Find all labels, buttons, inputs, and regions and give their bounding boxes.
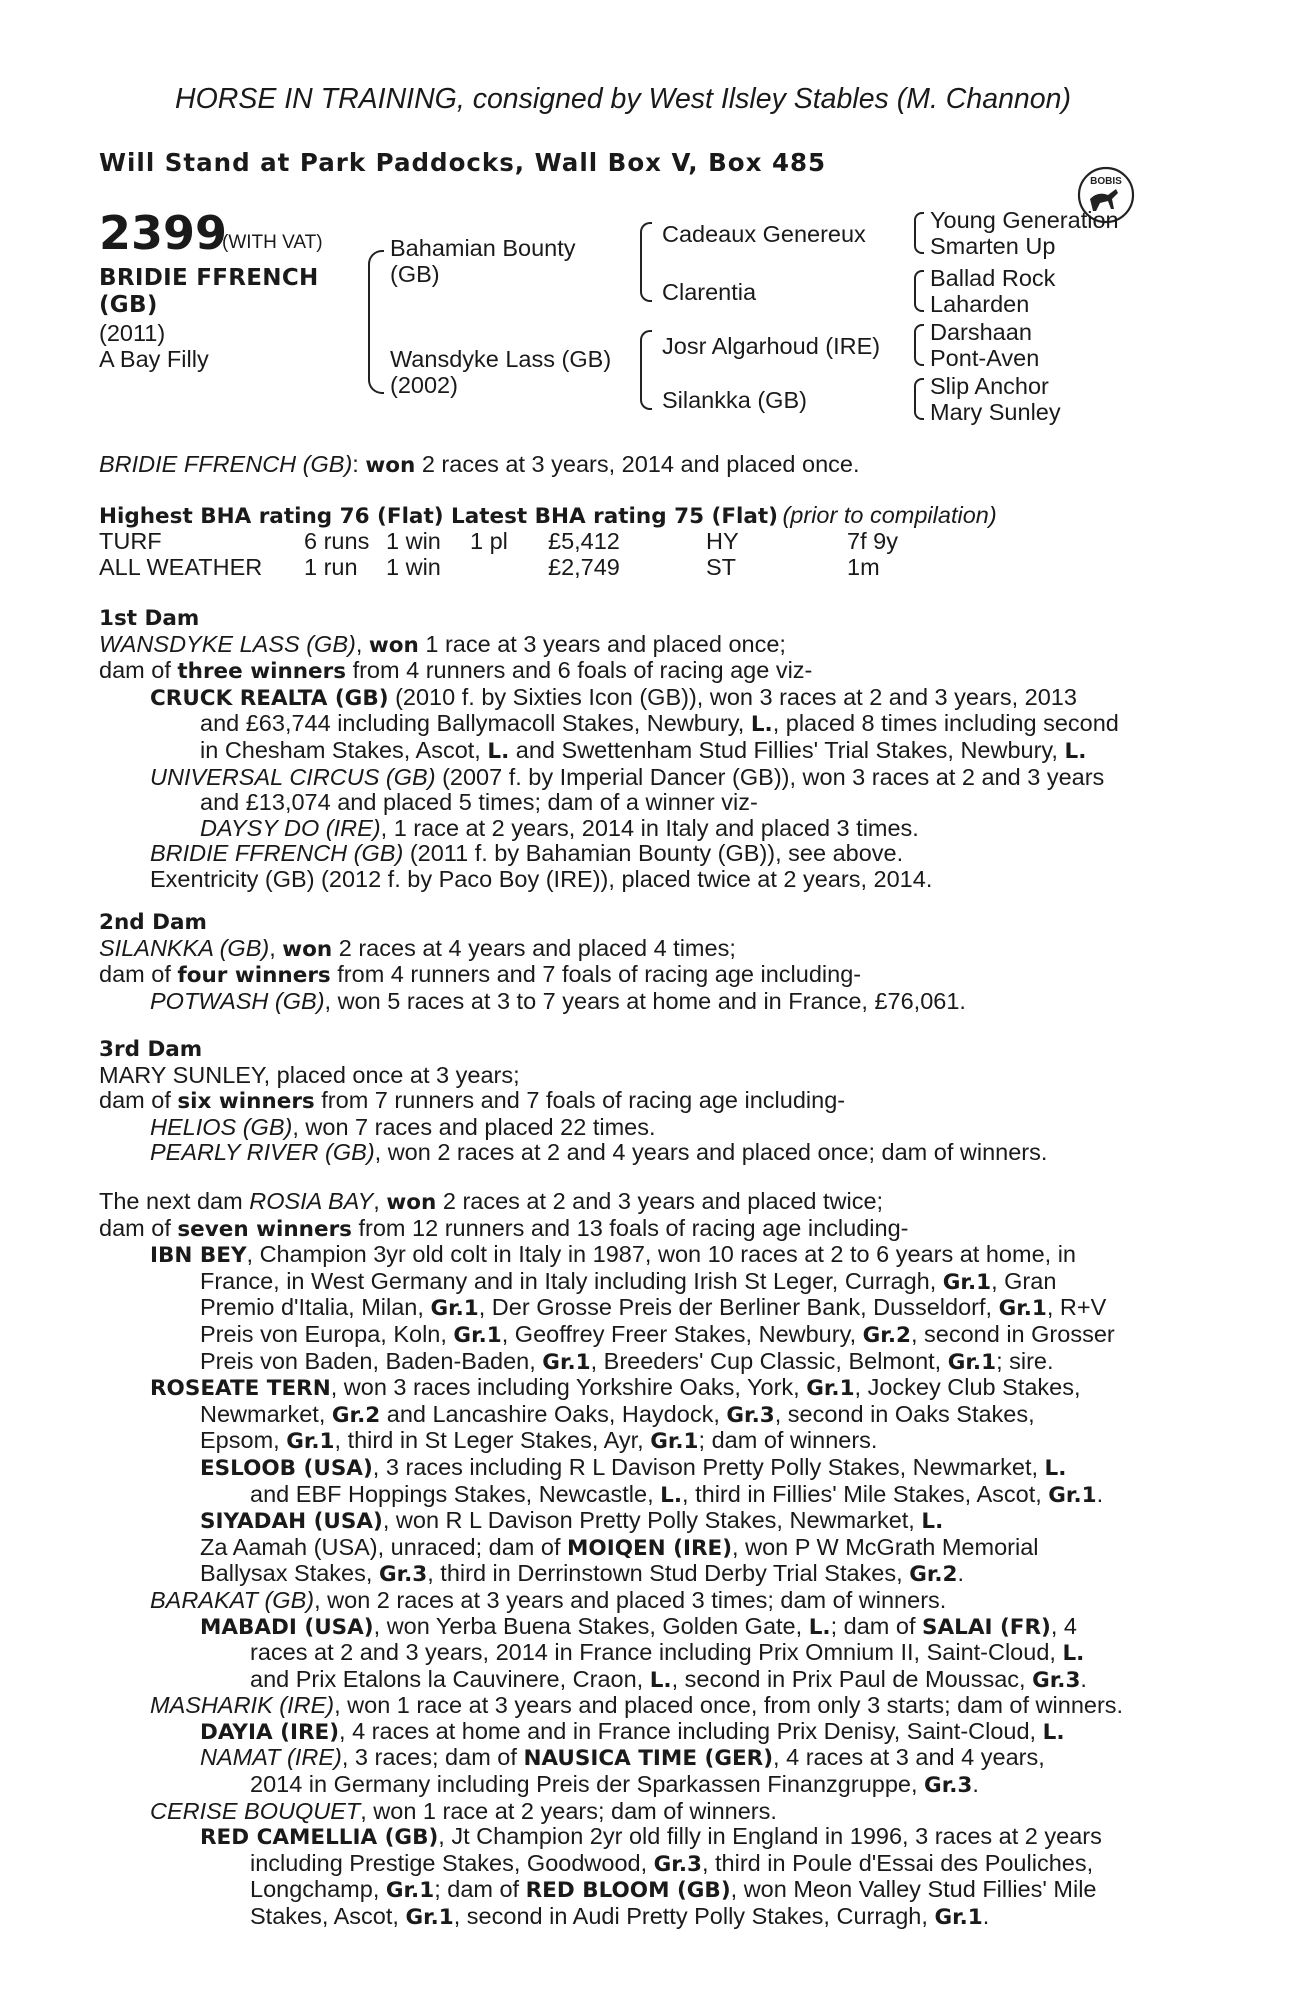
mabadi-line1c: , 4 — [1050, 1612, 1077, 1639]
salai-line3c: . — [1080, 1665, 1087, 1692]
next-dam-name: ROSIA BAY — [249, 1188, 374, 1214]
red-bloom-grade-1: Gr.1 — [405, 1905, 454, 1931]
second-dam-foals: from 4 runners and 7 foals of racing age including- — [337, 961, 862, 988]
red-bloom-line4a: Stakes, Ascot, — [250, 1903, 399, 1930]
rating-row-aw-distance: 1m — [847, 554, 880, 580]
vat-label: (WITH VAT) — [222, 232, 323, 253]
third-dam-section — [99, 1037, 1209, 1166]
pedigree-brace-ds — [914, 324, 924, 366]
pedigree-brace-ss — [914, 212, 924, 254]
ibn-bey-line3a: Premio d'Italia, Milan, — [200, 1294, 424, 1321]
progeny-bridie-ffrench: BRIDIE FFRENCH (GB) — [150, 840, 404, 867]
horse-name: BRIDIE FFRENCH — [99, 265, 319, 291]
pedigree-brace-dam — [640, 330, 652, 410]
nausica-time-grade: Gr.3 — [924, 1773, 973, 1799]
summary-colon: : — [352, 451, 359, 477]
second-dam-record: 2 races at 4 years and placed 4 times; — [338, 934, 736, 961]
bridie-ffrench-note: (2011 f. by Bahamian Bounty (GB)), see above. — [409, 840, 904, 867]
dayia-listed: L. — [1042, 1719, 1065, 1745]
universal-circus-line1: (2007 f. by Imperial Dancer (GB)), won 3 races at 2 and 3 years — [442, 763, 1105, 790]
roseate-tern-line2a: Newmarket, — [200, 1400, 326, 1427]
masharik-record: , won 1 race at 3 years and placed once, from only 3 starts; dam of winners. — [334, 1692, 1124, 1719]
pedigree-sire: Bahamian Bounty — [390, 235, 576, 261]
cerise-bouquet-record: , won 1 race at 2 years; dam of winners. — [360, 1797, 777, 1824]
page-title: HORSE IN TRAINING, consigned by West Ilsley Stables (M. Channon) — [175, 83, 1071, 115]
red-camellia-grade-1: Gr.3 — [653, 1851, 702, 1877]
rating-row-aw-runs: 1 run — [304, 554, 358, 580]
progeny-siyadah: SIYADAH (USA) — [200, 1509, 383, 1535]
third-dam-winners: six winners — [177, 1089, 315, 1115]
red-bloom-line4c: . — [982, 1903, 990, 1930]
rating-row-turf-earnings: £5,412 — [548, 528, 620, 554]
summary-rest: 2 races at 3 years, 2014 and placed once. — [421, 451, 860, 477]
pedigree-sire-sire: Cadeaux Genereux — [662, 221, 866, 247]
rating-row-turf-distance: 7f 9y — [847, 528, 898, 554]
sale-location: Will Stand at Park Paddocks, Wall Box V, Box 485 — [99, 148, 827, 177]
za-aamah-line1a: Za Aamah (USA), unraced; dam of — [200, 1533, 561, 1560]
helios-record: , won 7 races and placed 22 times. — [292, 1113, 656, 1140]
pedigree-sire-country: (GB) — [390, 261, 440, 287]
logo-text: BOBIS — [1090, 176, 1122, 187]
ibn-bey-grade-5: Gr.2 — [862, 1322, 911, 1348]
ibn-bey-grade-6: Gr.1 — [542, 1349, 591, 1375]
ibn-bey-grade-7: Gr.1 — [947, 1349, 997, 1375]
progeny-potwash: POTWASH (GB) — [150, 987, 325, 1014]
progeny-dayia: DAYIA (IRE) — [200, 1719, 340, 1745]
third-dam-name: MARY SUNLEY, placed once at 3 years; — [99, 1061, 520, 1088]
red-bloom-line4b: , second in Audi Pretty Polly Stakes, Curragh, — [453, 1903, 928, 1930]
pedigree-dam: Wansdyke Lass (GB) — [390, 346, 612, 372]
nausica-time-line2b: . — [972, 1771, 979, 1798]
barakat-record: , won 2 races at 3 years and placed 3 times; dam of winners. — [314, 1586, 947, 1613]
za-aamah-line2c: . — [957, 1560, 965, 1587]
pedigree-dam-year: (2002) — [390, 372, 458, 398]
roseate-tern-grade-3: Gr.3 — [726, 1402, 775, 1428]
pedigree-sire-dam: Clarentia — [662, 279, 757, 305]
moiqen-grade-2: Gr.2 — [909, 1562, 958, 1588]
roseate-tern-line3b: , third in St Leger Stakes, Ayr, — [334, 1427, 644, 1454]
first-dam-foals: from 4 runners and 6 foals of racing age viz- — [352, 657, 813, 684]
lot-number: 2399 — [99, 206, 228, 260]
ibn-bey-line4b: , Geoffrey Freer Stakes, Newbury, — [501, 1320, 857, 1347]
first-dam-heading: 1st Dam — [99, 606, 200, 631]
cruck-realta-listed-3: L. — [1064, 738, 1087, 764]
ibn-bey-line5a: Preis von Baden, Baden-Baden, — [200, 1347, 536, 1374]
ibn-bey-grade-4: Gr.1 — [453, 1322, 502, 1348]
race-summary — [99, 452, 859, 479]
rating-row-aw-wins: 1 win — [386, 554, 441, 580]
namat-line1a: , 3 races; dam of — [341, 1744, 517, 1771]
progeny-masharik: MASHARIK (IRE) — [150, 1692, 335, 1719]
progeny-cerise-bouquet: CERISE BOUQUET — [150, 1797, 361, 1824]
second-dam-section: 2nd Dam SILANKKA (GB), won 2 races at 4 years and placed 4 times; dam of four winners from 4 runners and 7 foals of racing age including- POTWASH (GB), won 5 races at 3 to 7 years at home and in France, £76,061. — [99, 910, 1209, 1014]
progeny-red-camellia: RED CAMELLIA (GB) — [200, 1825, 439, 1851]
pedigree-brace-sd — [914, 270, 924, 312]
namat-line1b: , 4 races at 3 and 4 years, — [773, 1744, 1045, 1771]
rating-row-turf-surface: TURF — [99, 528, 162, 554]
pedigree-dds: Slip Anchor — [930, 373, 1049, 399]
red-camellia-line1: , Jt Champion 2yr old filly in England in 1996, 3 races at 2 years — [438, 1823, 1102, 1850]
pedigree-sds: Ballad Rock — [930, 265, 1056, 291]
ibn-bey-grade-2: Gr.1 — [430, 1296, 479, 1322]
roseate-tern-line3c: ; dam of winners. — [698, 1427, 878, 1454]
progeny-namat: NAMAT (IRE) — [200, 1744, 342, 1771]
red-camellia-line2a: including Prestige Stakes, Goodwood, — [250, 1849, 648, 1876]
next-dam-won: won — [386, 1190, 437, 1215]
rating-row-aw-surface: ALL WEATHER — [99, 554, 263, 580]
rating-row-aw-earnings: £2,749 — [548, 554, 620, 580]
red-bloom-grade-2: Gr.1 — [934, 1905, 983, 1931]
progeny-roseate-tern: ROSEATE TERN — [150, 1376, 331, 1402]
salai-line3a: and Prix Etalons la Cauvinere, Craon, — [250, 1665, 644, 1692]
second-dam-heading: 2nd Dam — [99, 910, 207, 935]
pedigree-sss: Young Generation — [930, 207, 1119, 233]
ibn-bey-line2b: , Gran — [991, 1267, 1057, 1294]
salai-line3b: , second in Prix Paul de Moussac, — [671, 1665, 1026, 1692]
second-dam-name: SILANKKA (GB) — [99, 934, 270, 961]
pedigree-brace-main — [368, 250, 384, 394]
esloob-listed-1: L. — [1044, 1455, 1067, 1481]
pedigree-brace-dd — [914, 378, 924, 420]
summary-horse-name: BRIDIE FFRENCH (GB) — [99, 451, 353, 477]
progeny-exentricity: Exentricity (GB) (2012 f. by Paco Boy (IRE)), placed twice at 2 years, 2014. — [150, 865, 933, 892]
cruck-realta-listed-2: L. — [487, 738, 510, 764]
pedigree-dsd: Pont-Aven — [930, 345, 1040, 371]
first-dam-name: WANSDYKE LASS (GB) — [99, 630, 356, 657]
horse-description: A Bay Filly — [99, 346, 209, 372]
roseate-tern-line3a: Epsom, — [200, 1427, 280, 1454]
ibn-bey-line5b: , Breeders' Cup Classic, Belmont, — [590, 1347, 942, 1374]
third-dam-foals: from 7 runners and 7 foals of racing age including- — [321, 1087, 846, 1114]
third-dam-damof: dam of — [99, 1087, 171, 1114]
progeny-helios: HELIOS (GB) — [150, 1113, 293, 1140]
progeny-mabadi: MABADI (USA) — [200, 1614, 374, 1640]
esloob-grade-1: Gr.1 — [1048, 1482, 1097, 1508]
progeny-esloob: ESLOOB (USA) — [200, 1455, 373, 1481]
mabadi-line1a: , won Yerba Buena Stakes, Golden Gate, — [373, 1612, 803, 1639]
progeny-salai: SALAI (FR) — [922, 1614, 1051, 1640]
red-camellia-line3c: , won Meon Valley Stud Fillies' Mile — [730, 1876, 1097, 1903]
pedigree-ssd: Smarten Up — [930, 233, 1056, 259]
za-aamah-line2a: Ballysax Stakes, — [200, 1560, 373, 1587]
ibn-bey-line1: , Champion 3yr old colt in Italy in 1987, won 10 races at 2 to 6 years at home, in — [246, 1241, 1076, 1268]
potwash-record: , won 5 races at 3 to 7 years at home and in France, £76,061. — [324, 987, 966, 1014]
nausica-time-line2a: 2014 in Germany including Preis der Sparkassen Finanzgruppe, — [250, 1771, 918, 1798]
ibn-bey-grade-3: Gr.1 — [998, 1296, 1047, 1322]
progeny-cruck-realta: CRUCK REALTA (GB) — [150, 685, 389, 711]
progeny-pearly-river: PEARLY RIVER (GB) — [150, 1139, 375, 1166]
second-dam-damof: dam of — [99, 961, 171, 988]
esloob-listed-2: L. — [660, 1482, 683, 1508]
moiqen-grade-1: Gr.3 — [378, 1562, 428, 1588]
cruck-realta-line3a: in Chesham Stakes, Ascot, — [200, 736, 481, 763]
dayia-line1: , 4 races at home and in France including Prix Denisy, Saint-Cloud, — [339, 1717, 1037, 1744]
cruck-realta-line3b: and Swettenham Stud Fillies' Trial Stakes, Newbury, — [515, 736, 1058, 763]
first-dam-winners: three winners — [177, 659, 347, 685]
pedigree-dam-sire: Josr Algarhoud (IRE) — [662, 333, 881, 359]
red-camellia-grade-2: Gr.1 — [385, 1878, 435, 1904]
first-dam-damof: dam of — [99, 657, 171, 684]
horse-year: (2011) — [99, 320, 166, 346]
salai-listed-2: L. — [649, 1667, 672, 1693]
first-dam-record: 1 race at 3 years and placed once; — [425, 630, 786, 657]
roseate-tern-line2b: and Lancashire Oaks, Haydock, — [386, 1400, 720, 1427]
pedigree-brace-sire — [640, 222, 652, 302]
esloob-line2a: and EBF Hoppings Stakes, Newcastle, — [250, 1480, 654, 1507]
siyadah-line1: , won R L Davison Pretty Polly Stakes, Newmarket, — [382, 1507, 915, 1534]
roseate-tern-line2c: , second in Oaks Stakes, — [774, 1400, 1035, 1427]
cruck-realta-listed-1: L. — [750, 712, 773, 738]
ibn-bey-line5c: ; sire. — [996, 1347, 1054, 1374]
cruck-realta-line2b: , placed 8 times including second — [772, 710, 1119, 737]
horse-country: (GB) — [99, 292, 158, 318]
ratings-note: (prior to compilation) — [782, 502, 997, 528]
salai-listed-1: L. — [1062, 1641, 1085, 1667]
pedigree-ddd: Mary Sunley — [930, 399, 1061, 425]
pedigree-dam-dam: Silankka (GB) — [662, 387, 807, 413]
universal-circus-line2: and £13,074 and placed 5 times; dam of a winner viz- — [200, 789, 758, 816]
cruck-realta-line2a: and £63,744 including Ballymacoll Stakes, Newbury, — [200, 710, 745, 737]
progeny-moiqen: MOIQEN (IRE) — [567, 1535, 733, 1561]
pedigree-dss: Darshaan — [930, 319, 1032, 345]
ratings-heading-text: Highest BHA rating 76 (Flat) Latest BHA rating 75 (Flat) — [99, 504, 779, 529]
mabadi-listed: L. — [808, 1614, 831, 1640]
second-dam-winners: four winners — [177, 963, 331, 989]
roseate-tern-grade-1: Gr.1 — [806, 1376, 855, 1402]
pedigree-sdd: Laharden — [930, 291, 1030, 317]
ibn-bey-grade-1: Gr.1 — [942, 1269, 992, 1295]
progeny-ibn-bey: IBN BEY — [150, 1243, 247, 1269]
summary-won: won — [365, 453, 416, 478]
ibn-bey-line4a: Preis von Europa, Koln, — [200, 1320, 447, 1347]
progeny-red-bloom: RED BLOOM (GB) — [525, 1878, 731, 1904]
next-dam-winners: seven winners — [177, 1216, 352, 1242]
red-camellia-line3a: Longchamp, — [250, 1876, 380, 1903]
salai-grade: Gr.3 — [1032, 1667, 1081, 1693]
next-dam-section: The next dam ROSIA BAY, won 2 races at 2 and 3 years and placed twice; dam of seven winners from 12 runners and 13 foals of racing age including- IBN BEY, Champion 3yr old colt in Italy in 1987, won 10 races at 2 to 6 years at home, in France, in West Germany and in Italy including Irish St Leger, Curragh, Gr.1, Gran Premio d'Italia, Milan, Gr.1, Der Grosse Preis der Berliner Bank, Dusseldorf, Gr.1, R+V Preis von Europa, Koln, Gr.1, Geoffrey Freer Stakes, Newbury, Gr.2, second in Grosser Preis von Baden, Baden-Baden, Gr.1, Breeders' Cup Classic, Belmont, Gr.1; sire. ROSEATE TERN, won 3 races including Yorkshire Oaks, York, Gr.1, Jockey Club Stakes, Newmarket, Gr.2 and Lancashire Oaks, Haydock, Gr.3, second in Oaks Stakes, Epsom, Gr.1, third in St Leger Stakes, Ayr, Gr.1; dam of winners. ESLOOB (USA), 3 races including R L Davison Pretty Polly Stakes, Newmarket, L. and EBF Hoppings Stakes, Newcastle, L., third in Fillies' Mile Stakes, Ascot, Gr.1. SIYADAH (USA), won R L Davison Pretty Polly Stakes, Newmarket, L. Za Aamah (USA), unraced; dam of MOIQEN (IRE), won P W McGrath Memorial Ballysax Stakes, Gr.3, third in Derrinstown Stud Derby Trial Stakes, Gr.2. BARAKAT (GB), won 2 races at 3 years and placed 3 times; dam of winners. MABADI (USA), won Yerba Buena Stakes, Golden Gate, L.; dam of SALAI (FR), 4 races at 2 and 3 years, 2014 in France including Prix Omnium II, Saint-Cloud, L. and Prix Etalons la Cauvinere, Craon, L., second in Prix Paul de Moussac, Gr.3. MASHARIK (IRE), won 1 race at 3 years and placed once, from only 3 starts; dam of winners. DAYIA (IRE), 4 races at home and in France including Prix Denisy, Saint-Cloud, L. NAMAT (IRE), 3 races; dam of NAUSICA TIME (GER), 4 races at 3 and 4 years, 2014 in Germany including Preis der Sparkassen Finanzgruppe, Gr.3. CERISE BOUQUET, won 1 race at 2 years; dam of winners. RED CAMELLIA (GB), Jt Champion 2yr old filly in England in 1996, 3 races at 2 years including Prestige Stakes, Goodwood, Gr.3, third in Poule d'Essai des Pouliches, Longchamp, Gr.1; dam of RED BLOOM (GB), won Meon Valley Stud Fillies' Mile Stakes, Ascot, Gr.1, second in Audi Pretty Polly Stakes, Curragh, Gr.1. — [99, 1188, 1124, 1931]
next-dam-record: 2 races at 2 and 3 years and placed twice; — [442, 1188, 884, 1214]
progeny-universal-circus: UNIVERSAL CIRCUS (GB) — [150, 763, 436, 790]
esloob-line2c: . — [1096, 1480, 1104, 1507]
next-dam-damof: dam of — [99, 1214, 171, 1241]
next-dam-foals: from 12 runners and 13 foals of racing age including- — [358, 1214, 909, 1241]
siyadah-listed: L. — [921, 1509, 944, 1535]
esloob-line2b: , third in Fillies' Mile Stakes, Ascot, — [682, 1480, 1042, 1507]
rating-row-aw-going: ST — [706, 554, 737, 580]
rating-row-turf-wins: 1 win — [386, 528, 441, 554]
rating-row-turf-runs: 6 runs — [304, 528, 370, 554]
ibn-bey-line4c: , second in Grosser — [910, 1320, 1115, 1347]
progeny-daysy-do: DAYSY DO (IRE) — [200, 814, 381, 841]
cruck-realta-line1: (2010 f. by Sixties Icon (GB)), won 3 races at 2 and 3 years, 2013 — [395, 683, 1077, 710]
second-dam-won: won — [282, 936, 333, 962]
third-dam-heading: 3rd Dam — [99, 1037, 203, 1062]
roseate-tern-grade-5: Gr.1 — [650, 1429, 699, 1455]
roseate-tern-grade-4: Gr.1 — [286, 1429, 335, 1455]
pearly-river-record: , won 2 races at 2 and 4 years and placed once; dam of winners. — [374, 1139, 1048, 1166]
rating-row-turf-going: HY — [706, 528, 739, 554]
ratings-heading — [99, 503, 997, 529]
esloob-line1: , 3 races including R L Davison Pretty Polly Stakes, Newmarket, — [372, 1453, 1039, 1480]
daysy-do-record: , 1 race at 2 years, 2014 in Italy and placed 3 times. — [380, 814, 919, 841]
ibn-bey-line3b: , Der Grosse Preis der Berliner Bank, Dusseldorf, — [478, 1294, 993, 1321]
red-camellia-line3b: ; dam of — [434, 1876, 520, 1903]
mabadi-line1b: ; dam of — [830, 1612, 916, 1639]
red-camellia-line2b: , third in Poule d'Essai des Pouliches, — [701, 1849, 1094, 1876]
first-dam-won: won — [368, 632, 419, 658]
salai-line2a: races at 2 and 3 years, 2014 in France including Prix Omnium II, Saint-Cloud, — [250, 1639, 1056, 1666]
roseate-tern-line1b: , Jockey Club Stakes, — [854, 1374, 1081, 1401]
roseate-tern-line1a: , won 3 races including Yorkshire Oaks, York, — [330, 1374, 800, 1401]
progeny-barakat: BARAKAT (GB) — [150, 1586, 315, 1613]
za-aamah-line1b: , won P W McGrath Memorial — [732, 1533, 1039, 1560]
progeny-nausica-time: NAUSICA TIME (GER) — [523, 1746, 774, 1772]
ibn-bey-line3c: , R+V — [1046, 1294, 1107, 1321]
first-dam-section: 1st Dam WANSDYKE LASS (GB), won 1 race at 3 years and placed once; dam of three winners from 4 runners and 6 foals of racing age viz- CRUCK REALTA (GB) (2010 f. by Sixties Icon (GB)), won 3 races at 2 and 3 years, 2013 and £63,744 including Ballymacoll Stakes, Newbury, L., placed 8 times including second in Chesham Stakes, Ascot, L. and Swettenham Stud Fillies' Trial Stakes, Newbury, L. UNIVERSAL CIRCUS (GB) (2007 f. by Imperial Dancer (GB)), won 3 races at 2 and 3 years and £13,074 and placed 5 times; dam of a winner viz- DAYSY DO (IRE), 1 race at 2 years, 2014 in Italy and placed 3 times. BRIDIE FFRENCH (GB) (2011 f. by Bahamian Bounty (GB)), see above. Exentricity (GB) (2012 f. by Paco Boy (IRE)), placed twice at 2 years, 2014. — [99, 606, 1209, 893]
za-aamah-line2b: , third in Derrinstown Stud Derby Trial Stakes, — [427, 1560, 903, 1587]
ibn-bey-line2a: France, in West Germany and in Italy including Irish St Leger, Curragh, — [200, 1267, 937, 1294]
next-dam-intro: The next dam — [99, 1188, 243, 1214]
roseate-tern-grade-2: Gr.2 — [331, 1402, 381, 1428]
rating-row-turf-pl: 1 pl — [470, 528, 508, 554]
